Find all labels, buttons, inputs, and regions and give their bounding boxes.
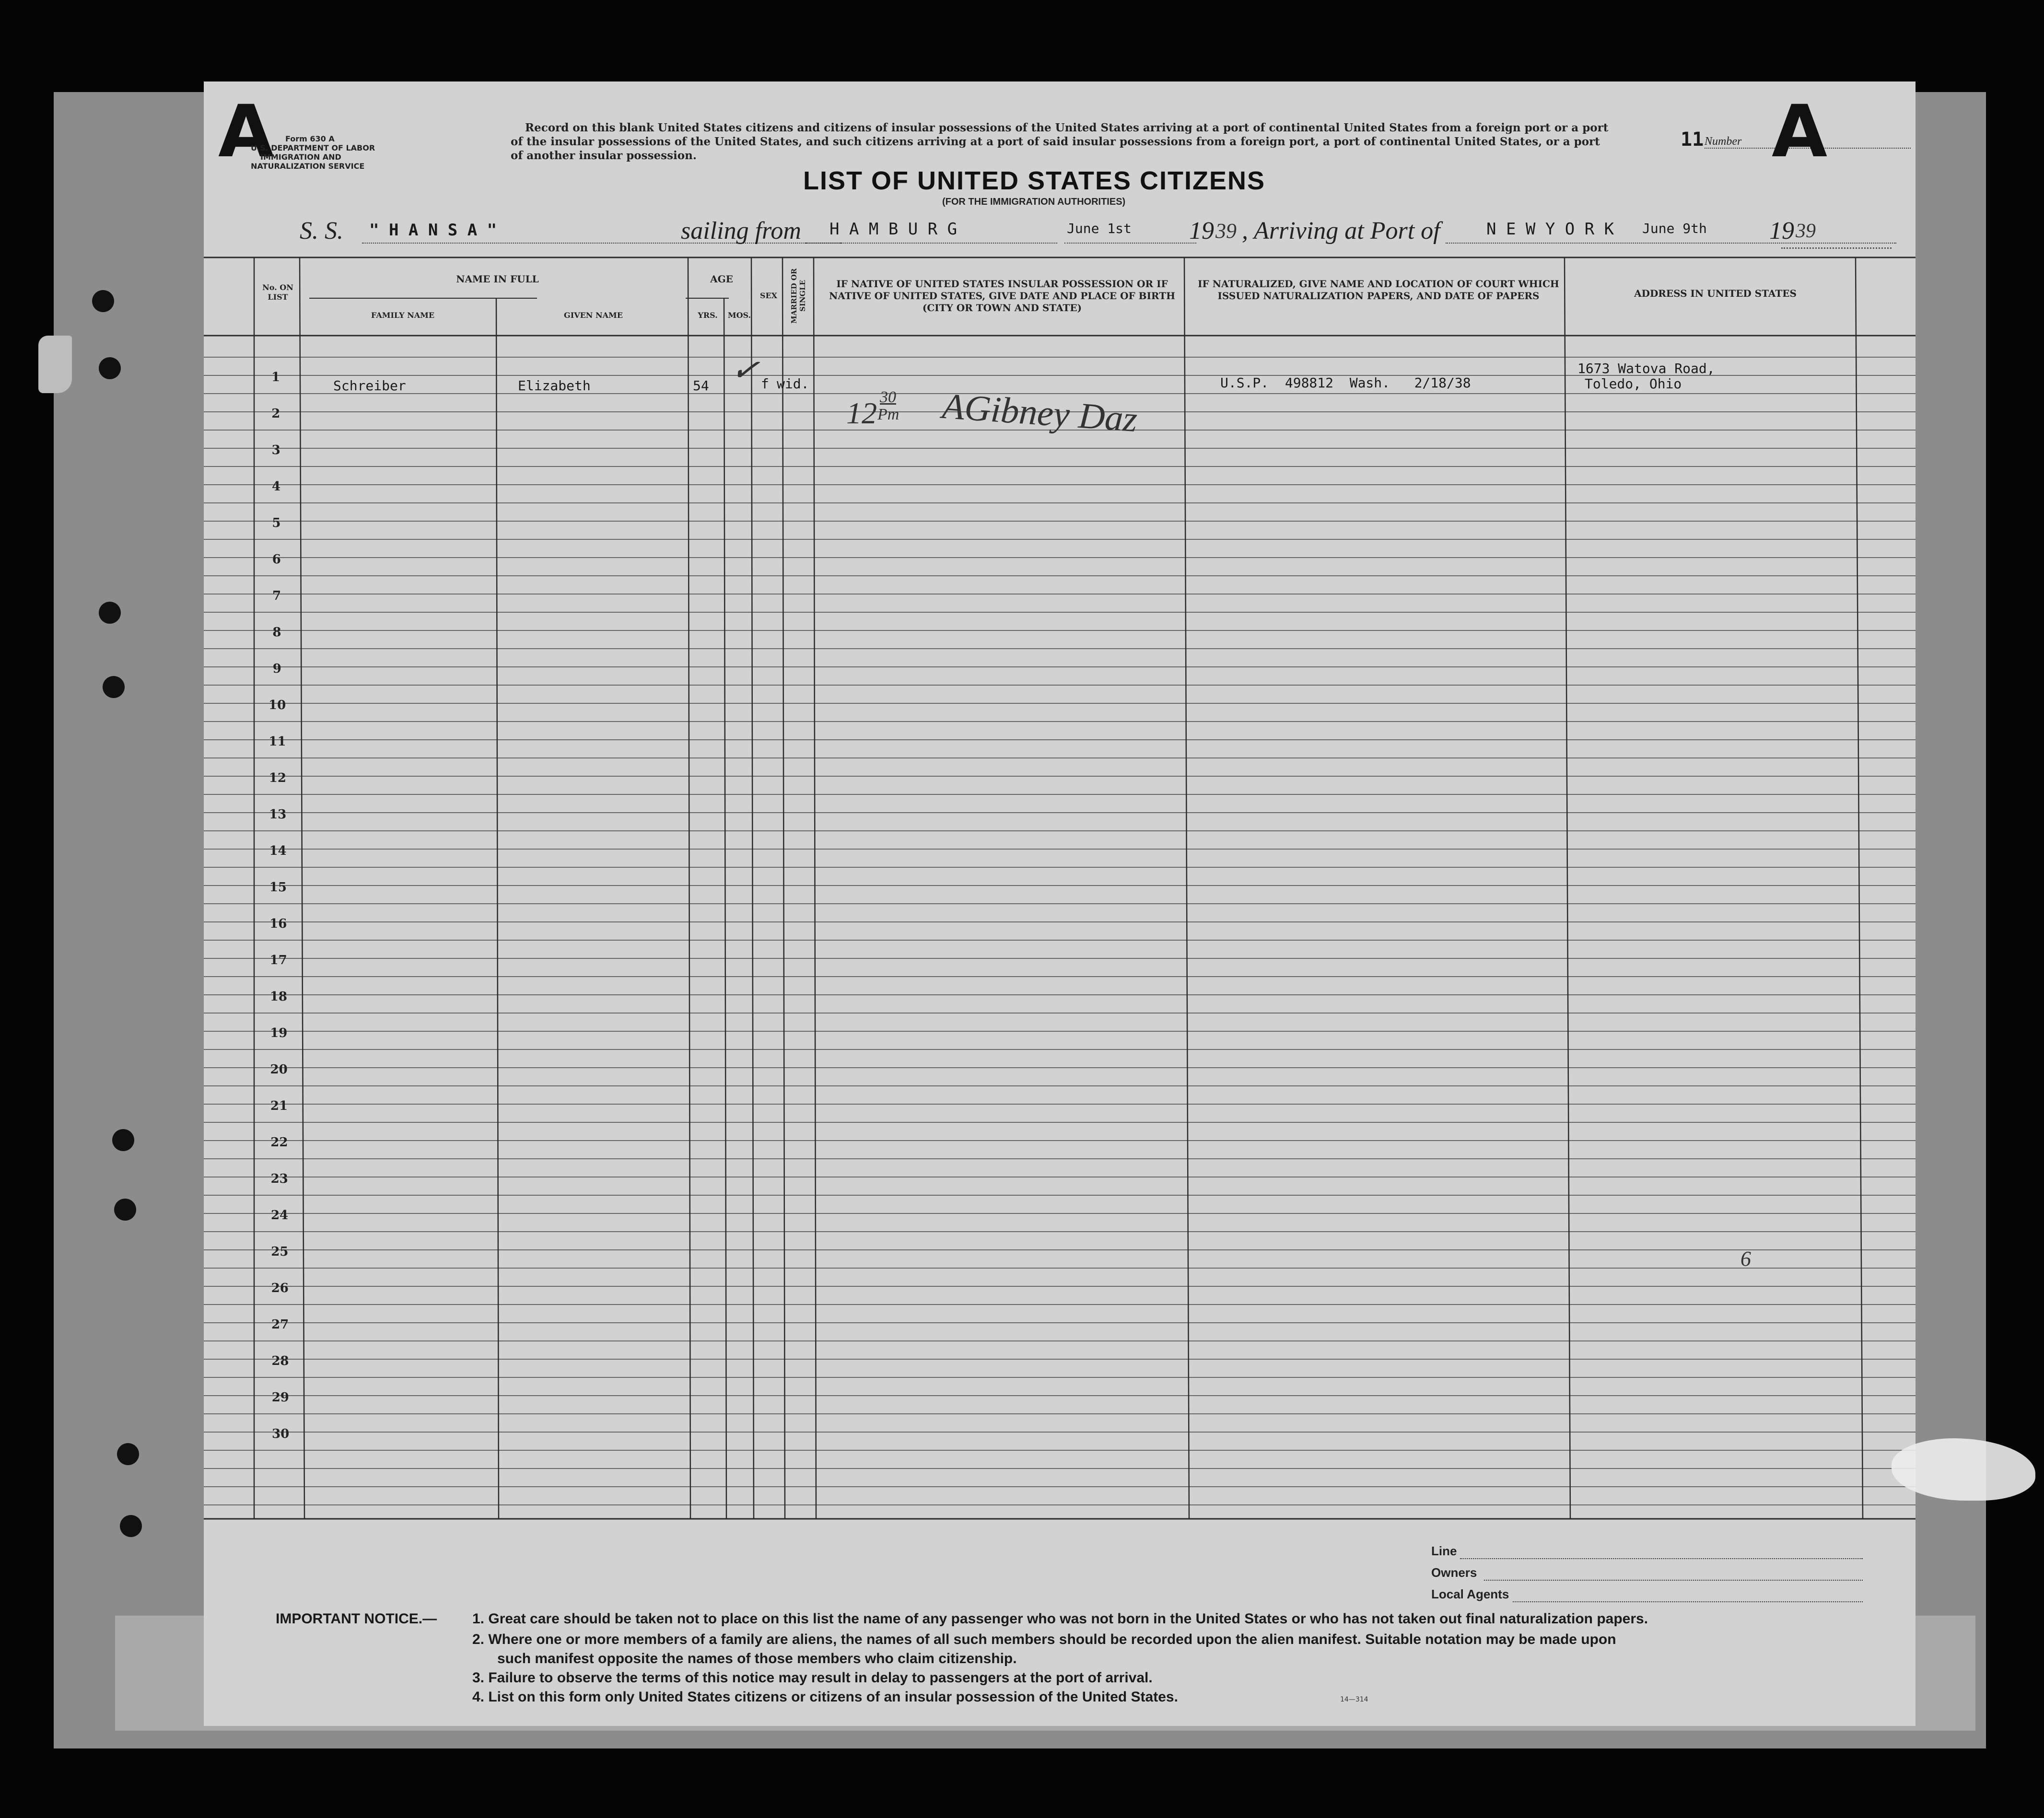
binder-hole-4 bbox=[103, 676, 125, 698]
row-number: 8 bbox=[272, 625, 281, 640]
entry-family-name: Schreiber bbox=[333, 378, 406, 394]
departure-year-prefix: 19 bbox=[1189, 217, 1214, 245]
handwritten-time-minutes: 30 bbox=[880, 388, 896, 406]
handwritten-time-hour: 12 bbox=[846, 396, 877, 430]
entry-given-name: Elizabeth bbox=[518, 378, 591, 394]
notice-item-2: 2. Where one or more members of a family are aliens, the names of all such members should be recorded upon the alien manifest. Suitable notation may be made upon bbox=[472, 1632, 1616, 1647]
service-name-1: IMMIGRATION AND bbox=[260, 152, 341, 162]
row-number: 20 bbox=[270, 1062, 288, 1077]
notice-heading: IMPORTANT NOTICE.— bbox=[276, 1611, 437, 1627]
ship-name: " H A N S A " bbox=[369, 221, 497, 240]
arrival-year-prefix: 19 bbox=[1769, 217, 1794, 245]
header-no-on-list: No. ON LIST bbox=[262, 283, 293, 302]
form-letter-left: A bbox=[218, 90, 274, 174]
row-number: 2 bbox=[271, 407, 280, 421]
row-number: 1 bbox=[271, 370, 280, 385]
service-name-2: NATURALIZATION SERVICE bbox=[251, 162, 365, 171]
printer-mark: 14—314 bbox=[1340, 1696, 1368, 1703]
departure-date: June 1st bbox=[1067, 221, 1132, 236]
row-number: 28 bbox=[271, 1354, 289, 1368]
column-lines bbox=[254, 257, 1863, 1519]
row-number: 30 bbox=[272, 1427, 290, 1441]
header-age: AGE bbox=[710, 273, 733, 285]
row-number: 9 bbox=[272, 662, 281, 676]
manifest-grid bbox=[204, 82, 1916, 1726]
header-given-name: GIVEN NAME bbox=[564, 311, 623, 320]
row-number: 12 bbox=[269, 771, 286, 785]
arriving-at-label: , Arriving at Port of bbox=[1242, 217, 1440, 245]
handwritten-time-suffix: Pm bbox=[877, 406, 899, 423]
document-title: LIST OF UNITED STATES CITIZENS bbox=[803, 166, 1265, 195]
row-number: 6 bbox=[272, 552, 281, 567]
row-number: 22 bbox=[270, 1135, 288, 1150]
notice-item-3: 3. Failure to observe the terms of this notice may result in delay to passengers at the port of arrival. bbox=[472, 1670, 1153, 1686]
binder-hole-3 bbox=[99, 602, 121, 624]
row-number: 19 bbox=[270, 1026, 288, 1040]
header-name-in-full: NAME IN FULL bbox=[456, 273, 539, 285]
arrival-year: 39 bbox=[1796, 220, 1816, 242]
row-number: 26 bbox=[271, 1281, 289, 1295]
form-number: Form 630 A bbox=[285, 134, 335, 143]
ss-label: S. S. bbox=[300, 217, 343, 245]
row-number: 14 bbox=[269, 844, 287, 858]
port-to: N E W Y O R K bbox=[1486, 220, 1614, 239]
department-name: U.S. DEPARTMENT OF LABOR bbox=[251, 143, 375, 152]
row-number: 5 bbox=[272, 516, 281, 530]
entry-address-line1: 1673 Watova Road, bbox=[1577, 361, 1715, 376]
row-number: 16 bbox=[269, 917, 287, 931]
header-native-birth: IF NATIVE OF UNITED STATES INSULAR POSSESSION OR IF NATIVE OF UNITED STATES, GIVE DATE AND PLACE OF BIRTH (CITY OR TOWN AND STATE) bbox=[829, 278, 1175, 314]
header-sex: SEX bbox=[759, 291, 778, 300]
notice-item-4: 4. List on this form only United States citizens or citizens of an insular possession of the United States. bbox=[472, 1689, 1178, 1705]
notice-item-1: 1. Great care should be taken not to place on this list the name of any passenger who was not born in the United States or who has not taken out final naturalization papers. bbox=[472, 1611, 1648, 1627]
header-months: MOS. bbox=[727, 311, 751, 320]
entry-naturalization: U.S.P. 498812 Wash. 2/18/38 bbox=[1220, 375, 1471, 391]
row-number: 13 bbox=[269, 807, 287, 822]
header-married-single: MARRIED OR SINGLE bbox=[790, 268, 807, 324]
binder-hole-6 bbox=[114, 1199, 136, 1221]
row-number: 11 bbox=[269, 734, 286, 749]
binder-hole-1 bbox=[92, 290, 114, 312]
local-agents-label: Local Agents bbox=[1431, 1587, 1509, 1601]
header-naturalized: IF NATURALIZED, GIVE NAME AND LOCATION OF COURT WHICH ISSUED NATURALIZATION PAPERS, AND DATE OF PAPERS bbox=[1198, 278, 1559, 302]
header-address: ADDRESS IN UNITED STATES bbox=[1634, 288, 1797, 299]
row-number: 7 bbox=[272, 589, 281, 603]
torn-paper-scrap bbox=[38, 336, 72, 393]
row-lines bbox=[204, 357, 1916, 1505]
number-label: Number bbox=[1705, 135, 1742, 148]
form-instructions: Record on this blank United States citizens and citizens of insular possessions of the United States arriving at a port of continental United States from a foreign port or a port of the insular possessions of the United States, and such citizens arriving at a port of said insular possessions from a foreign port, a port of continental United States, or a port of another insular possession. bbox=[511, 121, 1609, 162]
owners-label: Owners bbox=[1431, 1565, 1477, 1580]
inspector-signature: AGibney Daz bbox=[941, 385, 1139, 440]
line-label: Line bbox=[1431, 1544, 1457, 1558]
document-subtitle: (FOR THE IMMIGRATION AUTHORITIES) bbox=[942, 197, 1126, 207]
departure-year: 39 bbox=[1215, 219, 1237, 243]
entry-sex: f bbox=[761, 376, 769, 392]
binder-hole-2 bbox=[99, 357, 121, 379]
notice-item-2-cont: such manifest opposite the names of those members who claim citizenship. bbox=[497, 1651, 1017, 1666]
entry-tick-mark: ✓ bbox=[728, 350, 762, 391]
binder-hole-5 bbox=[112, 1129, 134, 1151]
row-number: 4 bbox=[272, 479, 281, 494]
row-number: 21 bbox=[270, 1099, 288, 1113]
row-number: 10 bbox=[269, 698, 286, 712]
list-number: 11 bbox=[1681, 128, 1704, 151]
row-number: 25 bbox=[271, 1245, 289, 1259]
row-number: 18 bbox=[269, 990, 288, 1004]
local-agents-fill bbox=[1513, 1601, 1863, 1602]
row-number: 3 bbox=[271, 443, 280, 457]
row-number: 15 bbox=[269, 880, 287, 895]
row-number: 24 bbox=[270, 1208, 289, 1223]
arrival-date: June 9th bbox=[1642, 221, 1707, 236]
margin-digit: 6 bbox=[1740, 1247, 1751, 1270]
form-letter-right: A bbox=[1772, 90, 1828, 174]
binder-hole-7 bbox=[117, 1443, 139, 1465]
entry-age-years: 54 bbox=[693, 378, 709, 394]
binder-hole-8 bbox=[120, 1515, 142, 1537]
port-from: H A M B U R G bbox=[829, 220, 958, 239]
manifest-page bbox=[204, 82, 1916, 1726]
row-number: 17 bbox=[269, 953, 287, 967]
header-family-name: FAMILY NAME bbox=[371, 311, 435, 320]
line-fill bbox=[1460, 1558, 1863, 1559]
entry-address-line2: Toledo, Ohio bbox=[1585, 376, 1682, 392]
header-years: YRS. bbox=[698, 311, 718, 320]
row-number: 23 bbox=[270, 1172, 288, 1186]
entry-marital-status: wid. bbox=[777, 376, 809, 392]
row-number: 29 bbox=[271, 1390, 289, 1405]
row-number: 27 bbox=[271, 1317, 289, 1332]
owners-fill bbox=[1484, 1580, 1863, 1581]
sailing-from-label: sailing from bbox=[681, 217, 801, 245]
